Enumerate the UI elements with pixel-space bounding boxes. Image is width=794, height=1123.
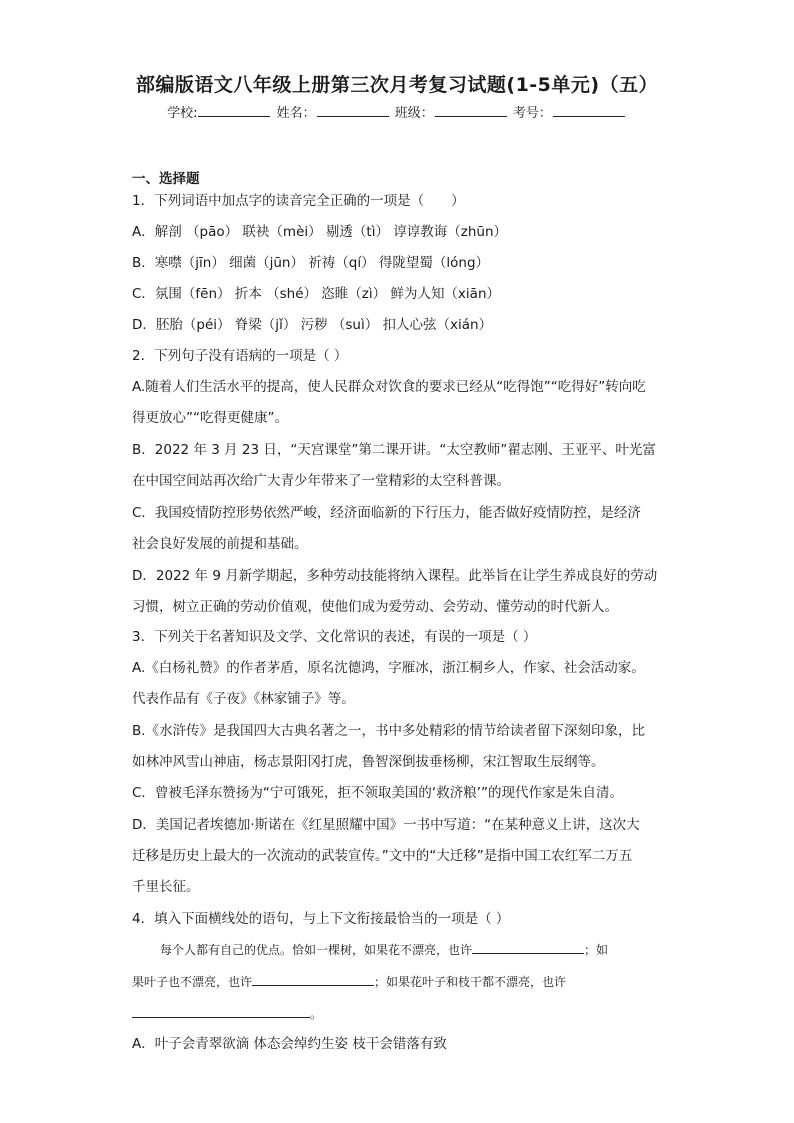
text-line: 千里长征。: [132, 879, 200, 895]
number-label: 考号：: [512, 106, 552, 121]
passage-text: ；如: [584, 943, 609, 957]
text-line: 如林冲风雪山神庙，杨志景阳冈打虎，鲁智深倒拔垂杨柳，宋江智取生辰纲等。: [132, 754, 605, 770]
answer-option-a: A．叶子会青翠欲滴 体态会绰约生姿 枝干会错落有致: [132, 1036, 447, 1052]
text-line: 代表作品有《子夜》《林家铺子》等。: [132, 691, 355, 707]
fill-blank-1[interactable]: [472, 941, 584, 954]
text-line: 1．下列词语中加点字的读音完全正确的一项是（ ）: [132, 193, 465, 209]
school-blank[interactable]: [198, 104, 270, 117]
text-line: A.随着人们生活水平的提高，使人民群众对饮食的要求已经从“吃得饱”“吃得好”转向吃: [132, 379, 646, 395]
class-label: 班级：: [394, 106, 434, 121]
page-title: 部编版语文八年级上册第三次月考复习试题(1-5单元)（五）: [135, 74, 659, 96]
passage-text: 。: [310, 1007, 323, 1021]
fill-blank-2[interactable]: [252, 973, 374, 986]
text-line: 习惯，树立正确的劳动价值观，使他们成为爱劳动、会劳动、懂劳动的时代新人。: [132, 599, 618, 615]
text-line: D．胚胎（péi） 脊梁（jǐ） 污秽 （suì） 扣人心弦（xián）: [132, 317, 493, 333]
text-line: D．美国记者埃德加·斯诺在《红星照耀中国》一书中写道：“在某种意义上讲，这次大: [132, 817, 640, 833]
school-label: 学校:: [167, 106, 198, 121]
text-line: B．寒噤（jīn） 细菌（jūn） 祈祷（qí） 得陇望蜀（lóng）: [132, 255, 490, 271]
student-info-row: [0, 102, 794, 121]
name-blank[interactable]: [317, 104, 389, 117]
passage-text: 每个人都有自己的优点。恰如一棵树，如果花不漂亮，也许: [160, 943, 473, 957]
passage-line-1: [160, 941, 608, 959]
text-line: 社会良好发展的前提和基础。: [132, 536, 308, 552]
text-line: D．2022 年 9 月新学期起，多种劳动技能将纳入课程。此举旨在让学生养成良好的劳动: [132, 568, 658, 584]
passage-line-2: [132, 973, 566, 991]
name-label: 姓名：: [276, 106, 316, 121]
text-line: C．氛围（fēn） 折本 （shé） 恣睢（zì） 鲜为人知（xiān）: [132, 286, 501, 302]
text-line: 4．填入下面横线处的语句，与上下文衔接最恰当的一项是（ ）: [132, 911, 510, 927]
text-line: 2．下列句子没有语病的一项是（ ）: [132, 348, 348, 364]
text-line: A．解剖 （pāo） 联袂（mèi） 剔透（tì） 谆谆教诲（zhūn）: [132, 224, 508, 240]
text-line: B．2022 年 3 月 23 日，“天宫课堂”第二课开讲。“太空教师”翟志刚、王亚平、叶光富: [132, 442, 656, 458]
passage-text: 果叶子也不漂亮，也许: [132, 975, 253, 989]
fill-blank-3[interactable]: [132, 1005, 310, 1018]
passage-text: ；如果花叶子和枝干都不漂亮，也许: [374, 975, 567, 989]
text-line: 在中国空间站再次给广大青少年带来了一堂精彩的太空科普课。: [132, 473, 510, 489]
text-line: 3．下列关于名著知识及文学、文化常识的表述，有误的一项是（ ）: [132, 629, 537, 645]
section-heading: 一、选择题: [132, 171, 200, 187]
text-line: A.《白杨礼赞》的作者茅盾，原名沈德鸿，字雁冰，浙江桐乡人，作家、社会活动家。: [132, 660, 645, 676]
number-blank[interactable]: [553, 104, 625, 117]
text-line: C．曾被毛泽东赞扬为“宁可饿死，拒不领取美国的‘救济粮’”的现代作家是朱自清。: [132, 785, 623, 801]
text-line: 迁移是历史上最大的一次流动的武装宣传。”文中的“大迁移”是指中国工农红军二万五: [132, 848, 633, 864]
text-line: 得更放心”“吃得更健康”。: [132, 410, 288, 426]
passage-line-3: [132, 1005, 322, 1023]
text-line: B.《水浒传》是我国四大古典名著之一，书中多处精彩的情节给读者留下深刻印象，比: [132, 723, 646, 739]
class-blank[interactable]: [435, 104, 507, 117]
text-line: C．我国疫情防控形势依然严峻，经济面临新的下行压力，能否做好疫情防控，是经济: [132, 505, 641, 521]
